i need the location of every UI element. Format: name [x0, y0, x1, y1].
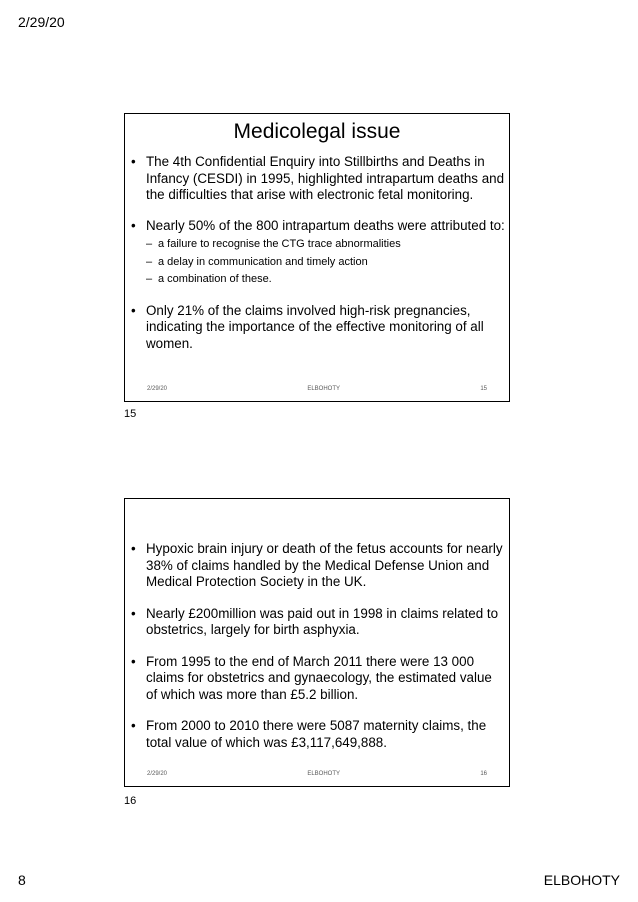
slide-15 [124, 113, 510, 402]
bullet-dot-icon: • [131, 541, 136, 556]
sub-bullet-text: a combination of these. [158, 273, 272, 285]
bullet-text: Hypoxic brain injury or death of the fetus accounts for nearly 38% of claims handled by the Medical Defense Union and Medical Protection Society in the UK. [146, 541, 503, 589]
bullet-dot-icon: • [131, 217, 136, 233]
bullet-item [131, 303, 505, 353]
page-number: 8 [18, 872, 26, 888]
bullet-text: Nearly 50% of the 800 intrapartum deaths were attributed to: [146, 217, 505, 233]
bullet-item [131, 218, 505, 289]
sub-bullet-item [146, 254, 505, 272]
slide-title: Medicolegal issue [233, 120, 401, 143]
bullet-dot-icon: • [131, 653, 136, 669]
bullet-item [131, 606, 505, 639]
slide-footer-author: ELBOHOTY [307, 386, 341, 392]
slide-footer-date: 2/29/20 [147, 771, 168, 777]
page-author: ELBOHOTY [543, 872, 620, 888]
bullet-dot-icon: • [131, 302, 136, 318]
slide-footer [147, 385, 487, 393]
bullet-text: From 2000 to 2010 there were 5087 maternity claims, the total value of which was £3,117,649,888. [146, 718, 487, 750]
bullet-dot-icon: • [131, 605, 136, 621]
slide-footer [147, 770, 487, 778]
page-date: 2/29/20 [18, 14, 65, 30]
bullet-item [131, 718, 505, 751]
sub-bullet-text: a delay in communication and timely action [158, 255, 368, 268]
slide-16 [124, 498, 510, 787]
slide-footer-author: ELBOHOTY [307, 771, 341, 777]
bullet-item [131, 654, 505, 704]
bullet-list [131, 154, 505, 366]
slide-footer-date: 2/29/20 [147, 386, 168, 392]
dash-icon: – [146, 255, 153, 268]
bullet-dot-icon: • [131, 154, 136, 169]
slide-number-label: 16 [124, 795, 137, 807]
slide-number-label: 15 [124, 408, 137, 420]
bullet-text: The 4th Confidential Enquiry into Stillbirths and Deaths in Infancy (CESDI) in 1995, highlighted intrapartum deaths and the difficulties that arise with electronic fetal monitoring. [146, 154, 505, 202]
slide-footer-number: 15 [480, 386, 487, 392]
bullet-text: Only 21% of the claims involved high-risk pregnancies, indicating the importance of the effective monitoring of all women. [146, 302, 484, 351]
dash-icon: – [146, 273, 153, 285]
slide-footer-number: 16 [480, 771, 487, 777]
sub-bullet-list [146, 236, 505, 289]
bullet-dot-icon: • [131, 718, 136, 733]
bullet-item [131, 154, 505, 204]
sub-bullet-item [146, 236, 505, 254]
sub-bullet-item [146, 271, 505, 289]
bullet-item [131, 541, 505, 591]
dash-icon: – [146, 238, 153, 250]
bullet-text: From 1995 to the end of March 2011 there were 13 000 claims for obstetrics and gynaecology, the estimated value of which was more than £5.2 billion. [146, 653, 492, 702]
bullet-list [131, 541, 505, 766]
bullet-text: Nearly £200million was paid out in 1998 in claims related to obstetrics, largely for birth asphyxia. [146, 605, 499, 637]
sub-bullet-text: a failure to recognise the CTG trace abnormalities [158, 238, 401, 250]
